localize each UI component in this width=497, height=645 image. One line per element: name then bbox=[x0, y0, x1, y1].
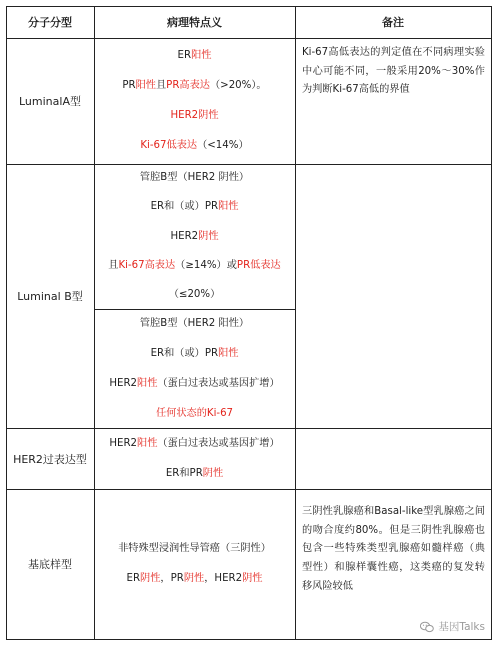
highlight-text: 阳性 bbox=[218, 347, 239, 359]
watermark-text: 基因Talks bbox=[438, 621, 485, 633]
pathology-line bbox=[156, 407, 233, 421]
subtype-luminal-a: LuminalA型 bbox=[19, 95, 81, 108]
highlight-text: 阴性 bbox=[198, 230, 219, 242]
highlight-text: 阳性 bbox=[137, 437, 158, 449]
pathology-text: PR bbox=[122, 80, 136, 91]
note-luminal-a: Ki-67高低表达的判定值在不同病理实验中心可能不同，一般采用20%～30%作为判断Ki-67高低的界值 bbox=[302, 47, 485, 96]
highlight-text: PR高表达 bbox=[166, 80, 210, 91]
highlight-text: 阴性 bbox=[242, 573, 263, 584]
pathology-text: ER bbox=[126, 573, 141, 584]
highlight-text: 任何状态的Ki-67 bbox=[155, 407, 234, 419]
highlight-text: 阳性 bbox=[135, 80, 156, 91]
pathology-line bbox=[140, 171, 249, 185]
pathology-cell-luminal-b-her2-pos bbox=[94, 309, 295, 428]
watermark bbox=[420, 619, 485, 634]
pathology-line bbox=[109, 437, 279, 451]
pathology-line bbox=[151, 200, 239, 214]
pathology-text: HER2 bbox=[109, 377, 138, 389]
pathology-line bbox=[169, 288, 221, 302]
pathology-text: HER2 bbox=[170, 230, 199, 242]
pathology-cell-basal bbox=[94, 489, 295, 639]
pathology-line bbox=[118, 542, 271, 556]
pathology-line bbox=[170, 230, 218, 244]
header-pathology: 病理特点义 bbox=[167, 16, 222, 29]
pathology-line bbox=[127, 572, 263, 586]
header-notes: 备注 bbox=[382, 16, 404, 29]
pathology-line bbox=[166, 467, 223, 481]
highlight-text: 阴性 bbox=[202, 467, 224, 479]
pathology-line bbox=[122, 79, 266, 93]
pathology-cell-luminal-a bbox=[94, 38, 295, 164]
pathology-text: 且 bbox=[155, 80, 167, 91]
header-subtype: 分子分型 bbox=[28, 16, 72, 29]
note-basal: 三阴性乳腺癌和Basal-like型乳腺癌之间的吻合度约80%。但是三阴性乳腺癌也包含一些特殊类型乳腺癌如髓样癌（典型性）和腺样囊性癌，这类癌的复发转移风险较低 bbox=[302, 506, 485, 592]
pathology-line bbox=[151, 347, 239, 361]
pathology-line bbox=[108, 259, 280, 273]
pathology-text: （蛋白过表达或基因扩增） bbox=[157, 437, 280, 449]
subtype-her2: HER2过表达型 bbox=[13, 452, 87, 466]
pathology-line bbox=[140, 317, 249, 331]
pathology-line bbox=[109, 377, 279, 391]
highlight-text: Ki-67高表达 bbox=[118, 259, 176, 271]
subtype-table bbox=[6, 6, 491, 639]
highlight-text: PR低表达 bbox=[236, 259, 281, 271]
highlight-text: 阳性 bbox=[218, 201, 239, 213]
highlight-text: 阳性 bbox=[191, 50, 212, 61]
highlight-text: HER2阴性 bbox=[170, 110, 219, 121]
pathology-text: HER2 bbox=[109, 437, 138, 449]
pathology-text: （≥14%）或 bbox=[175, 259, 237, 271]
pathology-text: （>20%）。 bbox=[209, 80, 267, 91]
pathology-text: 管腔B型（HER2 阳性） bbox=[139, 317, 250, 329]
pathology-text: ER和（或）PR bbox=[150, 347, 219, 359]
pathology-text: （≤20%） bbox=[168, 289, 221, 301]
highlight-text: 阳性 bbox=[137, 377, 158, 389]
pathology-text: ER和（或）PR bbox=[150, 201, 219, 213]
highlight-text: 阴性 bbox=[183, 573, 205, 584]
pathology-text: 非特殊型浸润性导管癌（三阴性） bbox=[118, 543, 271, 554]
pathology-text: ，PR bbox=[160, 573, 184, 584]
pathology-cell-her2 bbox=[94, 428, 295, 489]
pathology-line bbox=[140, 139, 248, 153]
pathology-line bbox=[178, 49, 212, 63]
subtype-luminal-b: Luminal B型 bbox=[17, 290, 83, 303]
wechat-icon bbox=[420, 621, 434, 633]
pathology-text: （<14%） bbox=[197, 140, 249, 151]
highlight-text: Ki-67低表达 bbox=[140, 140, 198, 151]
pathology-text: ER和PR bbox=[165, 467, 203, 479]
pathology-text: 且 bbox=[108, 259, 119, 271]
pathology-text: ，HER2 bbox=[204, 573, 243, 584]
pathology-cell-luminal-b-her2-neg bbox=[94, 164, 295, 309]
pathology-text: 管腔B型（HER2 阴性） bbox=[139, 171, 250, 183]
pathology-line bbox=[170, 109, 218, 123]
pathology-text: （蛋白过表达或基因扩增） bbox=[157, 377, 280, 389]
subtype-basal: 基底样型 bbox=[28, 558, 72, 571]
highlight-text: 阴性 bbox=[140, 573, 161, 584]
pathology-text: ER bbox=[177, 50, 192, 61]
